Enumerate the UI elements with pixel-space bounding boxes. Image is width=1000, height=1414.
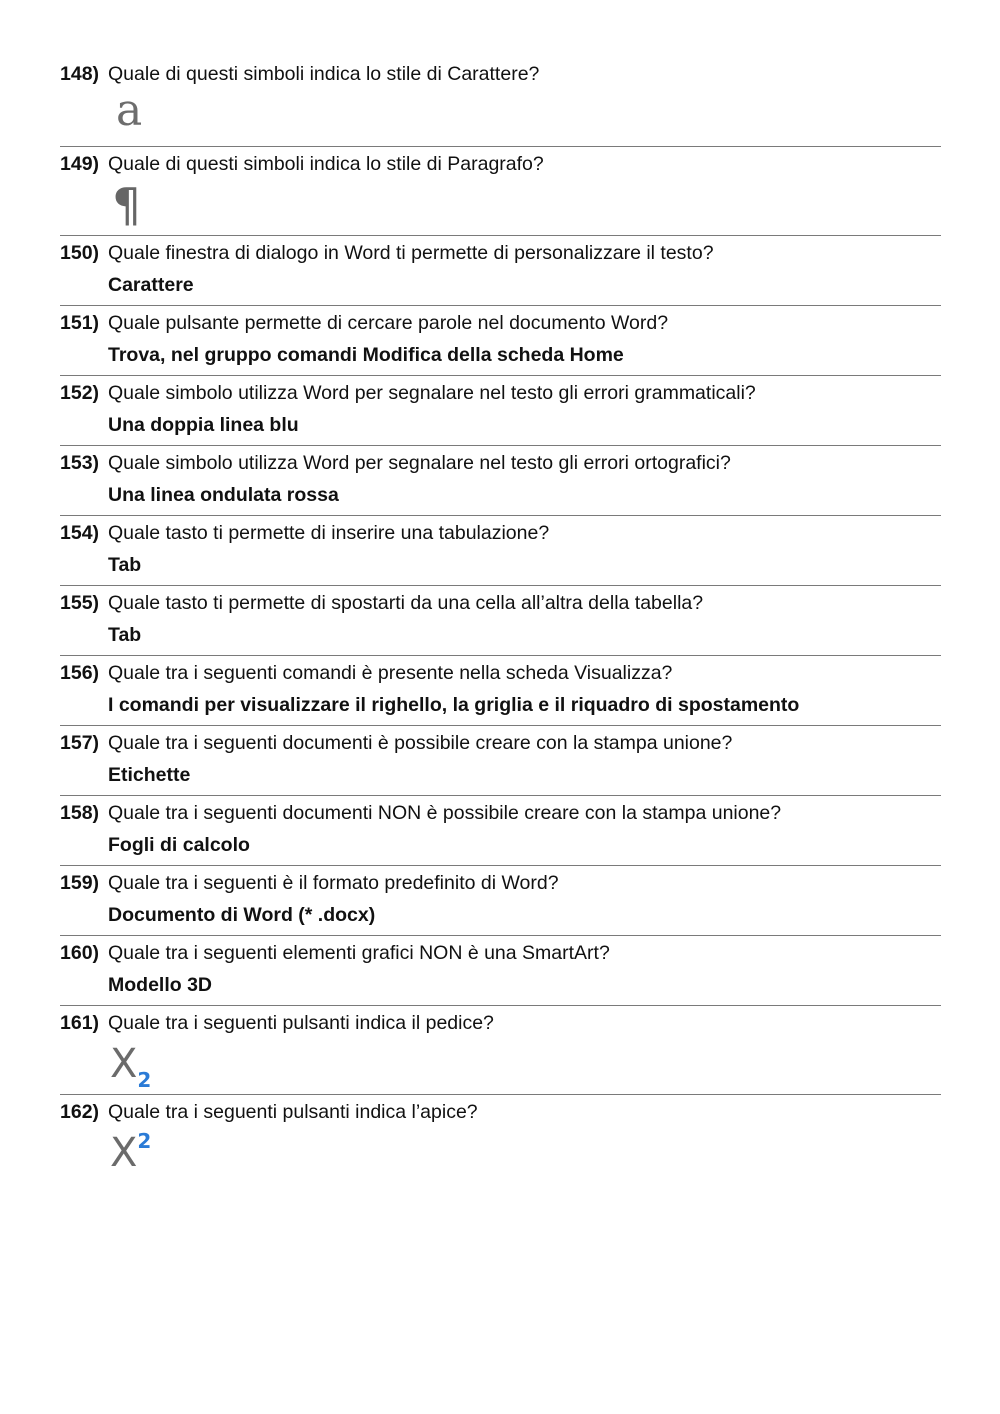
- question-156: [60, 656, 941, 726]
- question-number: 156): [60, 662, 100, 684]
- answer-text: Modello 3D: [108, 974, 213, 996]
- question-157: [60, 726, 941, 796]
- question-148: [60, 57, 941, 147]
- question-text: Quale simbolo utilizza Word per segnalare nel testo gli errori grammaticali?: [108, 382, 756, 404]
- answer-text: Etichette: [108, 764, 191, 786]
- question-150: [60, 236, 941, 306]
- answer-text: Tab: [108, 554, 142, 576]
- question-149: [60, 147, 941, 236]
- question-158: [60, 796, 941, 866]
- question-number: 157): [60, 732, 100, 754]
- question-text: Quale tra i seguenti pulsanti indica l’apice?: [108, 1101, 478, 1123]
- question-text: Quale tra i seguenti comandi è presente nella scheda Visualizza?: [108, 662, 673, 684]
- question-text: Quale tra i seguenti documenti è possibile creare con la stampa unione?: [108, 732, 733, 754]
- answer-text: Fogli di calcolo: [108, 834, 250, 856]
- question-text: Quale tasto ti permette di inserire una tabulazione?: [108, 522, 550, 544]
- question-number: 155): [60, 592, 100, 614]
- question-text: Quale simbolo utilizza Word per segnalare nel testo gli errori ortografici?: [108, 452, 731, 474]
- question-list: [60, 57, 941, 1185]
- question-151: [60, 306, 941, 376]
- question-number: 154): [60, 522, 100, 544]
- question-number: 160): [60, 942, 100, 964]
- question-154: [60, 516, 941, 586]
- question-text: Quale di questi simboli indica lo stile di Paragrafo?: [108, 153, 544, 175]
- question-159: [60, 866, 941, 936]
- answer-text: Documento di Word (* .docx): [108, 904, 376, 926]
- question-text: Quale pulsante permette di cercare parole nel documento Word?: [108, 312, 669, 334]
- subscript-icon: [110, 1036, 151, 1098]
- question-160: [60, 936, 941, 1006]
- question-text: Quale di questi simboli indica lo stile di Carattere?: [108, 63, 540, 85]
- question-number: 153): [60, 452, 100, 474]
- answer-text: I comandi per visualizzare il righello, la griglia e il riquadro di spostamento: [108, 694, 800, 716]
- question-text: Quale finestra di dialogo in Word ti permette di personalizzare il testo?: [108, 242, 714, 264]
- question-number: 149): [60, 153, 100, 175]
- question-number: 162): [60, 1101, 100, 1123]
- answer-text: Carattere: [108, 274, 194, 296]
- question-text: Quale tasto ti permette di spostarti da una cella all’altra della tabella?: [108, 592, 704, 614]
- superscript-icon-2: 2: [137, 1129, 152, 1153]
- question-number: 159): [60, 872, 100, 894]
- subscript-icon-x: X: [110, 1041, 138, 1087]
- question-153: [60, 446, 941, 516]
- question-number: 150): [60, 242, 100, 264]
- question-text: Quale tra i seguenti documenti NON è possibile creare con la stampa unione?: [108, 802, 782, 824]
- question-162: [60, 1095, 941, 1185]
- answer-text: Una linea ondulata rossa: [108, 484, 339, 506]
- subscript-icon-2: 2: [137, 1068, 152, 1092]
- question-152: [60, 376, 941, 446]
- question-number: 151): [60, 312, 100, 334]
- question-text: Quale tra i seguenti è il formato predefinito di Word?: [108, 872, 559, 894]
- answer-text: Trova, nel gruppo comandi Modifica della scheda Home: [108, 344, 624, 366]
- question-text: Quale tra i seguenti elementi grafici NON è una SmartArt?: [108, 942, 610, 964]
- superscript-icon: [110, 1125, 151, 1187]
- question-number: 152): [60, 382, 100, 404]
- question-number: 161): [60, 1012, 100, 1034]
- question-155: [60, 586, 941, 656]
- pilcrow-icon: ¶: [112, 178, 142, 232]
- question-text: Quale tra i seguenti pulsanti indica il pedice?: [108, 1012, 494, 1034]
- question-161: [60, 1006, 941, 1095]
- character-style-a-icon: a: [116, 85, 143, 136]
- question-number: 158): [60, 802, 100, 824]
- superscript-icon-x: X: [110, 1130, 138, 1176]
- answer-text: Tab: [108, 624, 142, 646]
- answer-text: Una doppia linea blu: [108, 414, 299, 436]
- question-number: 148): [60, 63, 100, 85]
